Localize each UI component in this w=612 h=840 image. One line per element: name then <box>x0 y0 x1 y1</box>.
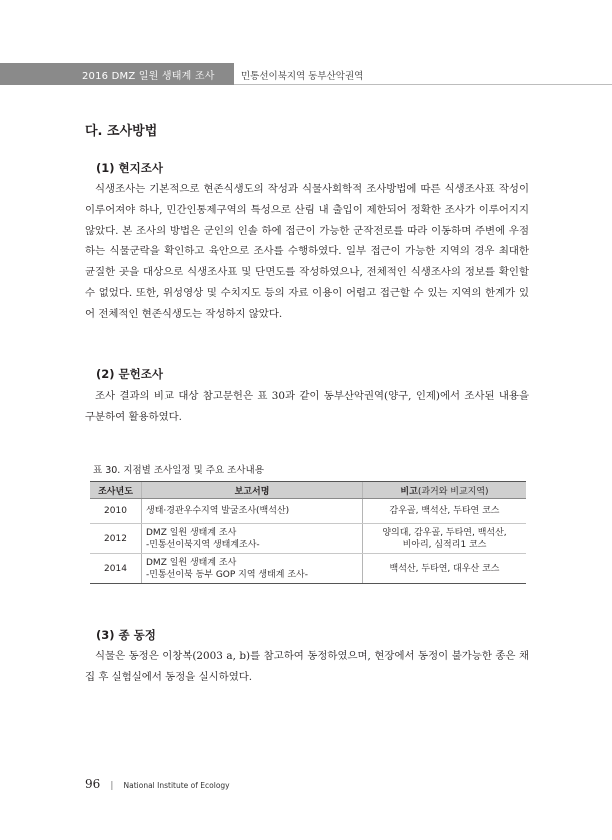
cell-line: DMZ 일원 생태계 조사 <box>146 557 237 568</box>
cell-note <box>363 554 527 584</box>
text-line: 조사 결과의 비교 대상 참고문헌은 표 30과 같이 동부산악권역(양구, 인제)에서 <box>95 390 461 402</box>
text-line: 육안으로 조사를 수행하였다. 일부 접근이 가능한 지역의 경우 최대한 균질한 곳을 <box>85 245 529 279</box>
text-line: 대상으로 식생조사표 및 단면도를 작성하였으나, 전체적인 식생조사의 정보를 확인할 <box>143 266 529 279</box>
text-line: 식생조사는 기본적으로 현존식생도의 작성과 식물사회학적 조사방법에 따른 <box>95 183 441 195</box>
cell-year: 2010 <box>90 499 142 524</box>
text-line: 제한되어 정확한 조사가 이루어지지 않았다. 본 조사의 방법은 군인의 인솔 하에 <box>85 203 529 237</box>
cell-line: 비아리, 심적리1 코스 <box>402 539 487 550</box>
footer-separator: | <box>110 781 114 791</box>
col-header-year: 조사년도 <box>90 482 142 499</box>
header-rule <box>234 84 612 85</box>
cell-line: 백석산, 두타연, 대우산 코스 <box>389 563 500 574</box>
cell-note <box>363 499 527 524</box>
paragraph-field <box>85 179 529 325</box>
table-row <box>90 499 526 524</box>
cell-note <box>363 524 527 554</box>
cell-year: 2014 <box>90 554 142 584</box>
cell-report <box>142 499 363 524</box>
subsection-title-literature: (2) 문헌조사 <box>96 367 163 381</box>
section-title: 다. 조사방법 <box>85 124 158 139</box>
note-header-main: 비고 <box>400 486 418 497</box>
table-row <box>90 524 526 554</box>
page-footer <box>85 773 230 792</box>
paragraph-species <box>85 646 529 688</box>
cell-line: -민통선이북지역 생태계조사- <box>146 539 260 550</box>
header-subtitle: 민통선이북지역 동부산악권역 <box>241 71 364 82</box>
subsection-title-species: (3) 종 동정 <box>96 628 156 642</box>
text-line: 접근이 가능한 군작전로를 따라 이동하며 주변에 우점하는 식물군락을 확인하고 <box>85 224 529 258</box>
cell-line: 감우골, 백석산, 두타연 코스 <box>389 506 500 516</box>
cell-line: -민통선이북 동부 GOP 지역 생태계 조사- <box>146 569 309 580</box>
cell-year: 2012 <box>90 524 142 554</box>
header-tag-text: 2016 DMZ 일원 생태계 조사 <box>82 71 215 82</box>
text-line: 조사된 내용을 구분하여 활용하였다. <box>85 390 529 423</box>
text-line: 지역의 한계가 있어 전체적인 현존식생도는 작성하지 않았다. <box>85 286 529 320</box>
col-header-note <box>363 482 527 499</box>
table-row <box>90 554 526 584</box>
cell-line: 양의대, 감우골, 두타연, 백석산, <box>382 527 507 538</box>
cell-report <box>142 524 363 554</box>
col-header-report: 보고서명 <box>142 482 363 499</box>
paragraph-literature <box>85 386 529 428</box>
subsection-title-field: (1) 현지조사 <box>96 161 163 175</box>
text-line: 식물은 동정은 이창복(2003 a, b)를 참고하여 동정하였으며, 현장에서 동정이 <box>95 650 449 662</box>
running-header <box>0 63 612 85</box>
text-line: 수 없었다. 또한, 위성영상 및 수치지도 등의 자료 이용이 어렵고 접근할 수 있는 <box>85 286 448 299</box>
cell-line: 생태·경관우수지역 발굴조사(백석산) <box>146 506 290 516</box>
page-number: 96 <box>85 777 101 791</box>
table-header-row <box>90 482 526 499</box>
note-header-sub: (과거와 비교지역) <box>417 486 489 497</box>
table-caption: 표 30. 지점별 조사일정 및 주요 조사내용 <box>93 465 264 476</box>
header-tag <box>0 63 234 85</box>
text-line: 불가능한 종은 채집 후 실험실에서 동정을 실시하였다. <box>85 650 530 683</box>
survey-table <box>90 481 526 584</box>
cell-report <box>142 554 363 584</box>
text-line: 식생조사표 작성이 이루어져야 하나, 민간인통제구역의 특성으로 산림 내 출입이 <box>85 183 529 216</box>
cell-line: DMZ 일원 생태계 조사 <box>146 527 237 538</box>
footer-organization: National Institute of Ecology <box>123 781 230 790</box>
